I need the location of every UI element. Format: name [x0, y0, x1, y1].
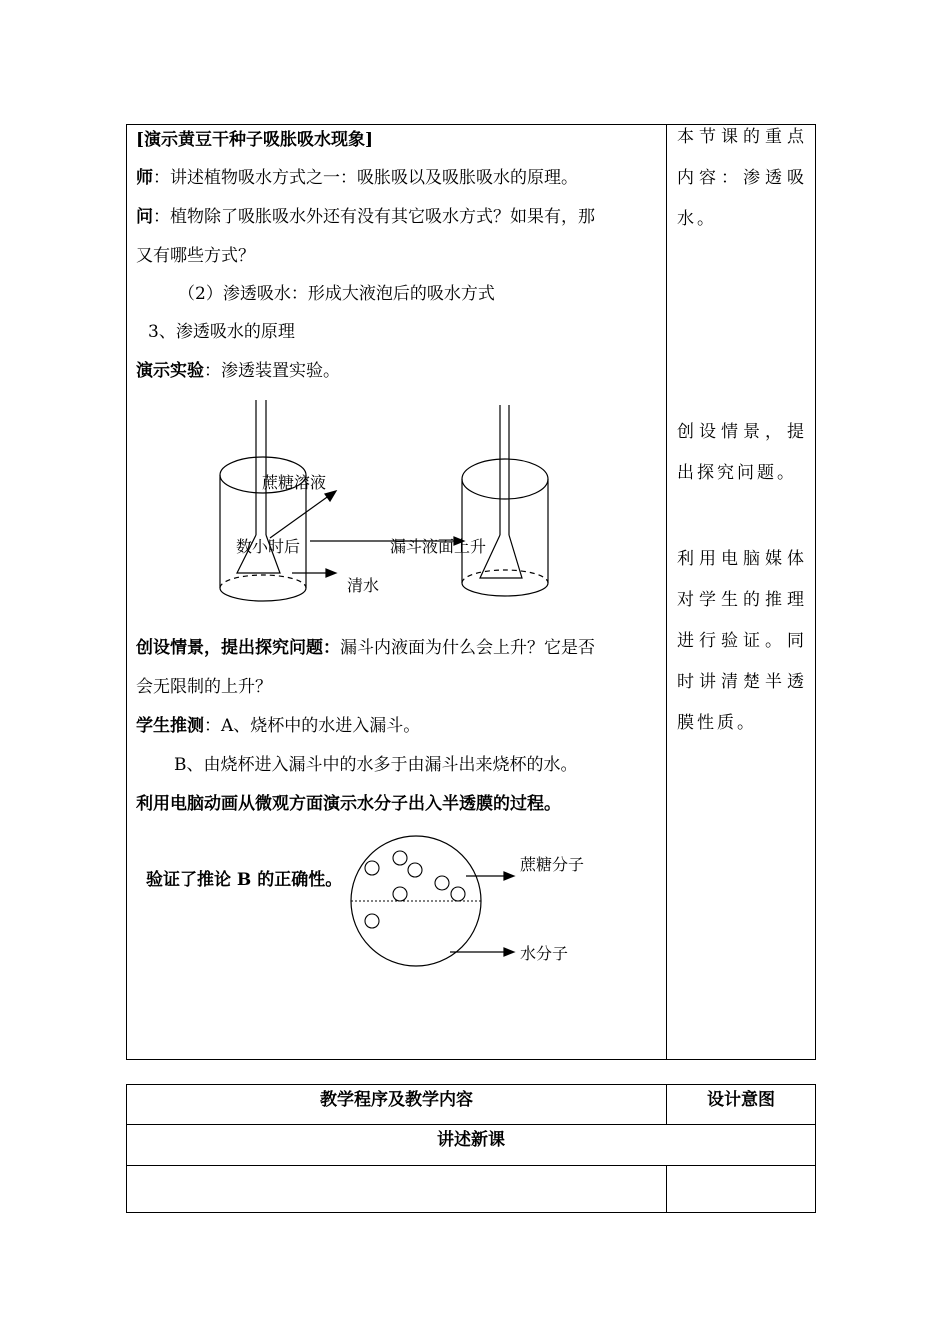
table2-row-divider-2	[126, 1165, 816, 1166]
teacher-text: ：讲述植物吸水方式之一：吸胀吸以及吸胀吸水的原理。	[153, 168, 578, 188]
table1-border-right	[815, 124, 816, 1060]
student-text: ：A、烧杯中的水进入漏斗。	[204, 716, 421, 736]
table2-row-divider-1	[126, 1124, 816, 1125]
principle-item: 3、渗透吸水的原理	[148, 322, 295, 342]
label-sucrose-molecule: 蔗糖分子	[520, 855, 585, 874]
osmosis-apparatus-diagram	[210, 395, 570, 615]
table2-col-divider-body	[666, 1165, 667, 1213]
student-line-b: B、由烧杯进入漏斗中的水多于由漏斗出来烧杯的水。	[174, 755, 578, 775]
design-note-key-content: 本节课的重点内容：渗透吸水。	[677, 127, 807, 229]
sucrose-molecules	[365, 851, 465, 928]
question-text: ：植物除了吸胀吸水外还有没有其它吸水方式？如果有，那	[153, 207, 595, 227]
scenario-line-2: 会无限制的上升？	[136, 677, 272, 697]
table2-header-intent: 设计意图	[707, 1090, 775, 1110]
scenario-label: 创设情景，提出探究问题：	[136, 638, 340, 658]
arrows	[270, 491, 464, 577]
design-note-scenario: 创设情景，提出探究问题。	[677, 422, 807, 483]
question-line-2: 又有哪些方式？	[136, 246, 255, 266]
demo-experiment-line	[136, 361, 340, 381]
membrane-diagram	[340, 828, 600, 978]
beaker-right	[462, 459, 548, 596]
label-clear-water: 清水	[347, 576, 380, 595]
funnel-right	[480, 405, 522, 578]
table1-border-bottom	[126, 1059, 816, 1060]
design-note-media: 利用电脑媒体对学生的推理进行验证。同时讲清楚半透膜性质。	[677, 549, 807, 733]
demo-label: 演示实验	[136, 361, 204, 381]
question-label: 问	[136, 207, 153, 227]
teacher-label: 师	[136, 168, 153, 188]
scenario-line	[136, 638, 595, 658]
table2-border-top	[126, 1084, 816, 1085]
demo-text: ：渗透装置实验。	[204, 361, 340, 381]
table2-border-bottom	[126, 1212, 816, 1213]
verify-line: 验证了推论 B 的正确性。	[146, 870, 343, 890]
label-water-molecule: 水分子	[520, 944, 569, 963]
table1-border-left	[126, 124, 127, 1060]
diagram2-arrows	[450, 872, 514, 956]
animation-line: 利用电脑动画从微观方面演示水分子出入半透膜的过程。	[136, 794, 561, 814]
table2-header-content: 教学程序及教学内容	[320, 1090, 473, 1110]
table2-section-title: 讲述新课	[437, 1130, 505, 1150]
demo-heading: [演示黄豆干种子吸胀吸水现象]	[136, 130, 374, 150]
table2-border-right	[815, 1084, 816, 1213]
student-label: 学生推测	[136, 716, 204, 736]
student-line	[136, 716, 420, 736]
scenario-text: 漏斗内液面为什么会上升？它是否	[340, 638, 595, 658]
label-after-hours: 数小时后	[236, 537, 301, 556]
osmosis-item: （2）渗透吸水：形成大液泡后的吸水方式	[178, 284, 495, 304]
label-level-rise: 漏斗液面上升	[390, 537, 487, 556]
question-line	[136, 207, 595, 227]
table1-column-divider	[666, 124, 667, 1060]
label-sucrose-solution: 蔗糖溶液	[262, 473, 327, 492]
teacher-line	[136, 168, 578, 188]
